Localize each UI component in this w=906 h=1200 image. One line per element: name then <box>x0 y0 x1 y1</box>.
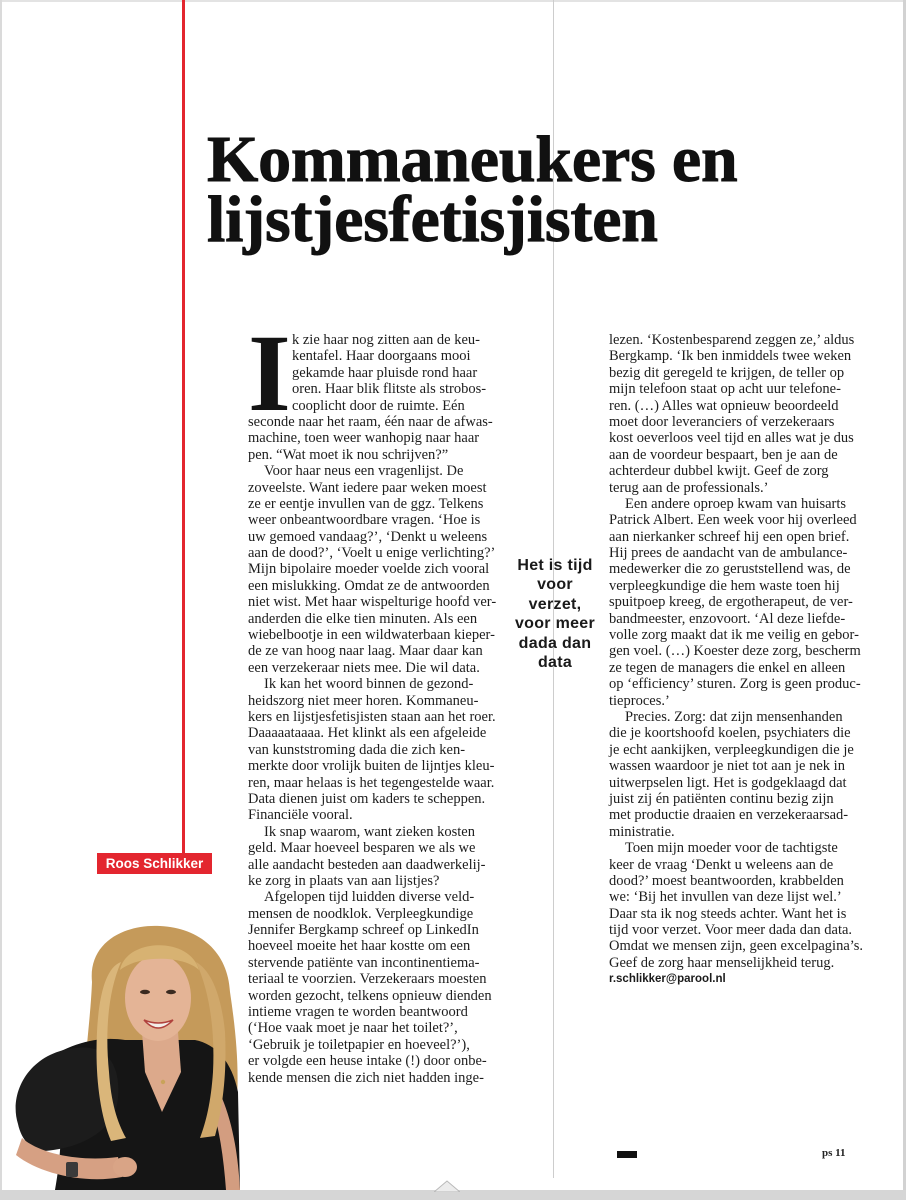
text-line: Ik kan het woord binnen de gezond- <box>264 676 474 693</box>
text-line: tieproces.’ <box>609 692 670 709</box>
text-line: teriaal te voorzien. Verzekeraars moesten <box>248 971 487 988</box>
text-line: terug aan de professionals.’ <box>609 479 769 496</box>
paragraph <box>248 463 506 676</box>
text-line: Een andere oproep kwam van huisarts <box>625 495 847 512</box>
text-line: wassen waardoor je niet tot aan je nek in <box>609 758 845 775</box>
text-line: ren, maar helaas is het tegengestelde waar. <box>248 774 495 791</box>
text-line: merkte door vrolijk buiten de lijntjes kleu- <box>248 758 495 775</box>
text-line: Afgelopen tijd luidden diverse veld- <box>264 889 475 906</box>
text-line: bandmeester, enzovoort. ‘Al deze liefde- <box>609 610 846 627</box>
text-line: ze er eentje invullen van de ggz. Telkens <box>248 495 484 512</box>
text-line: spuitpoep kreeg, de ergotherapeut, de ver- <box>609 594 853 611</box>
text-line: Geef de zorg haar menselijkheid terug. <box>609 954 835 971</box>
eye-left <box>140 990 150 994</box>
text-line: van kunststroming dada die zich ken- <box>248 741 466 758</box>
page-edge-top <box>0 0 906 2</box>
text-line: pen. “Wat moet ik nou schrijven?” <box>248 446 449 463</box>
text-line: ze tegen de managers die enkel en alleen <box>609 659 846 676</box>
headline-line-2: lijstjesfetisjisten <box>207 183 658 256</box>
text-line: een mislukking. Omdat ze de antwoorden <box>248 577 490 594</box>
pull-quote <box>505 556 605 672</box>
text-line: weer onbeantwoordbare vragen. ‘Hoe is <box>248 512 481 529</box>
text-line: seconde naar het raam, één naar de afwas- <box>248 413 493 430</box>
text-line: tijd voor verzet. Voor meer dada dan data. <box>609 922 853 939</box>
text-line: juist zij én patiënten continu bezig zijn <box>609 790 834 807</box>
drop-cap: I <box>248 312 291 434</box>
text-line: ‘Gebruik je toiletpapier en hoeveel?’), <box>248 1036 470 1053</box>
text-line: Precies. Zorg: dat zijn mensenhanden <box>625 708 843 725</box>
text-line: bezig dit geregeld te krijgen, de teller op <box>609 364 845 381</box>
text-line: er volgde een heuse intake (!) door onbe- <box>248 1053 487 1070</box>
text-line: we: ‘Bij het invullen van deze lijst wel.’ <box>609 889 842 906</box>
text-line: heidszorg niet meer horen. Kommaneu- <box>248 692 479 709</box>
text-line: aan de dood?’, ‘Voelt u enige verlichting?’ <box>248 545 496 562</box>
text-line: gen voel. (…) Koester deze zorg, bescherm <box>609 643 861 660</box>
text-line: alle aandacht besteden aan daadwerkelij- <box>248 856 486 873</box>
text-line: Voor haar neus een vragenlijst. De <box>264 463 464 480</box>
text-line: achterdeur dubbel kwijt. Geef de zorg <box>609 463 829 480</box>
text-line: niet wist. Met haar wispelturige hoofd ver- <box>248 594 497 611</box>
text-line: kers en lijstjesfetisjisten staan aan het roer. <box>248 708 496 725</box>
text-line: medewerker die zo geruststellend was, de <box>609 561 851 578</box>
text-line: ke zorg in plaats van aan lijstjes? <box>248 872 440 889</box>
text-line: hoeveel moeite het haar kostte om een <box>248 938 471 955</box>
pull-quote-line: data <box>537 653 573 671</box>
text-line: Jennifer Bergkamp schreef op LinkedIn <box>248 922 479 939</box>
red-vertical-rule <box>182 0 185 853</box>
text-line: wiebelbootje in een wildwaterbaan kieper- <box>248 627 495 644</box>
paragraph <box>609 332 867 496</box>
paragraph <box>248 889 506 1086</box>
paragraph <box>609 840 867 971</box>
text-line: uitwerpselen ligt. Het is godgeklaagd dat <box>609 774 847 791</box>
necklace-pendant <box>161 1080 165 1084</box>
article-column-2 <box>609 332 867 988</box>
pull-quote-line: Het is tijd <box>517 557 593 574</box>
text-line: mensen de noodklok. Verpleegkundige <box>248 905 474 922</box>
eye-right <box>166 990 176 994</box>
paragraph <box>248 824 506 890</box>
text-line: cooplicht door de ruimte. Eén <box>292 397 465 414</box>
pull-quote-line: voor <box>537 576 573 594</box>
paragraph <box>609 496 867 709</box>
text-line: machine, toen weer wanhopig naar haar <box>248 430 480 447</box>
text-line: ren. (…) Alles wat opnieuw beoordeeld <box>609 397 839 414</box>
pull-quote-line: dada dan <box>518 634 592 652</box>
text-line: moet door leveranciers of verzekeraars <box>609 413 835 430</box>
text-line: Toen mijn moeder voor de tachtigste <box>625 840 838 857</box>
column-paragraphs <box>609 332 867 971</box>
text-line: Daaaaataaaa. Het klinkt als een afgeleide <box>248 725 487 742</box>
text-line: Financiële vooral. <box>248 807 353 824</box>
text-line: met productie draaien en verzekeraarsad- <box>609 807 849 824</box>
pull-quote-line: voor meer <box>514 615 596 633</box>
text-line: stervende patiënte van incontinentiema- <box>248 954 480 971</box>
text-line: dood?’ moest beantwoorden, krabbelden <box>609 872 844 889</box>
text-line: Mijn bipolaire moeder voelde zich vooral <box>248 561 490 578</box>
author-email[interactable]: r.schlikker@parool.nl <box>609 973 726 986</box>
text-line: verpleegkundige die hem waste toen hij <box>609 577 840 594</box>
text-line: anderden die elke tien minuten. Als een <box>248 610 478 627</box>
text-line: volle zorg maakt dat ik me veilig en gebor- <box>609 627 859 644</box>
text-line: lezen. ‘Kostenbesparend zeggen ze,’ aldus <box>609 332 855 348</box>
text-line: Bergkamp. ‘Ik ben inmiddels twee weken <box>609 348 852 365</box>
text-line: geld. Maar hoeveel besparen we als we <box>248 840 476 857</box>
article-column-1 <box>248 312 506 1086</box>
watch <box>66 1162 78 1177</box>
text-line: Patrick Albert. Een week voor hij overleed <box>609 512 857 529</box>
text-line: Data dienen juist om kaders te scheppen. <box>248 790 486 807</box>
text-line: oren. Haar blik flitste als strobos- <box>292 381 487 398</box>
paragraph <box>609 709 867 840</box>
author-photo <box>0 922 240 1190</box>
text-line: de ze van hoog naar laag. Maar daar kan <box>248 643 483 660</box>
text-line: worden gezocht, telkens opnieuw dienden <box>248 987 492 1004</box>
text-line: intieme vragen te worden beantwoord <box>248 1004 468 1021</box>
text-line: kentafel. Haar doorgaans mooi <box>292 348 471 365</box>
text-line: Omdat we mensen zijn, geen excelpagina’s. <box>609 938 864 955</box>
text-line: je echt aankijken, verpleegkundigen die je <box>609 741 854 758</box>
text-line: ministratie. <box>609 823 675 840</box>
text-line: uw gemoed vandaag?’, ‘Denkt u weleens <box>248 528 488 545</box>
hand <box>113 1157 137 1177</box>
text-line: Ik snap waarom, want zieken kosten <box>264 823 475 840</box>
text-line: kost oeverloos veel tijd en alles wat je dus <box>609 430 854 447</box>
end-mark <box>617 1151 637 1158</box>
page-folio: ps 11 <box>822 1147 846 1159</box>
text-line: een verzekeraar niets mee. Die wil data. <box>248 659 480 676</box>
text-line: mijn telefoon staat op acht uur telefone- <box>609 381 841 398</box>
text-line: Hij prees de aandacht van de ambulance- <box>609 545 848 562</box>
text-line: keer de vraag ‘Denkt u weleens aan de <box>609 856 834 873</box>
page-up-arrow-icon[interactable] <box>434 1180 460 1192</box>
text-line: (‘Hoe vaak moet je naar het toilet?’, <box>248 1020 458 1037</box>
text-line: Daar sta ik nog steeds achter. Want het is <box>609 905 847 922</box>
author-byline-tag: Roos Schlikker <box>97 853 212 874</box>
headline <box>207 123 738 256</box>
text-line: kende mensen die zich niet hadden inge- <box>248 1069 484 1086</box>
headline-line-1: Kommaneukers en <box>207 123 738 196</box>
text-line: aan nierkanker schreef hij een open brief. <box>609 528 850 545</box>
text-line: aan de voordeur bespaart, ben je aan de <box>609 446 838 463</box>
text-line: op ‘efficiency’ sturen. Zorg is geen produc- <box>609 676 861 693</box>
column-paragraphs <box>248 332 506 1086</box>
text-line: k zie haar nog zitten aan de keu- <box>292 332 481 348</box>
text-line: gekamde haar pluisde rond haar <box>292 364 478 381</box>
paragraph <box>248 676 506 824</box>
text-line: zoveelste. Want iedere paar weken moest <box>248 479 487 496</box>
pull-quote-line: verzet, <box>528 595 582 613</box>
text-line: die je koortshoofd koelen, psychiaters die <box>609 725 851 742</box>
